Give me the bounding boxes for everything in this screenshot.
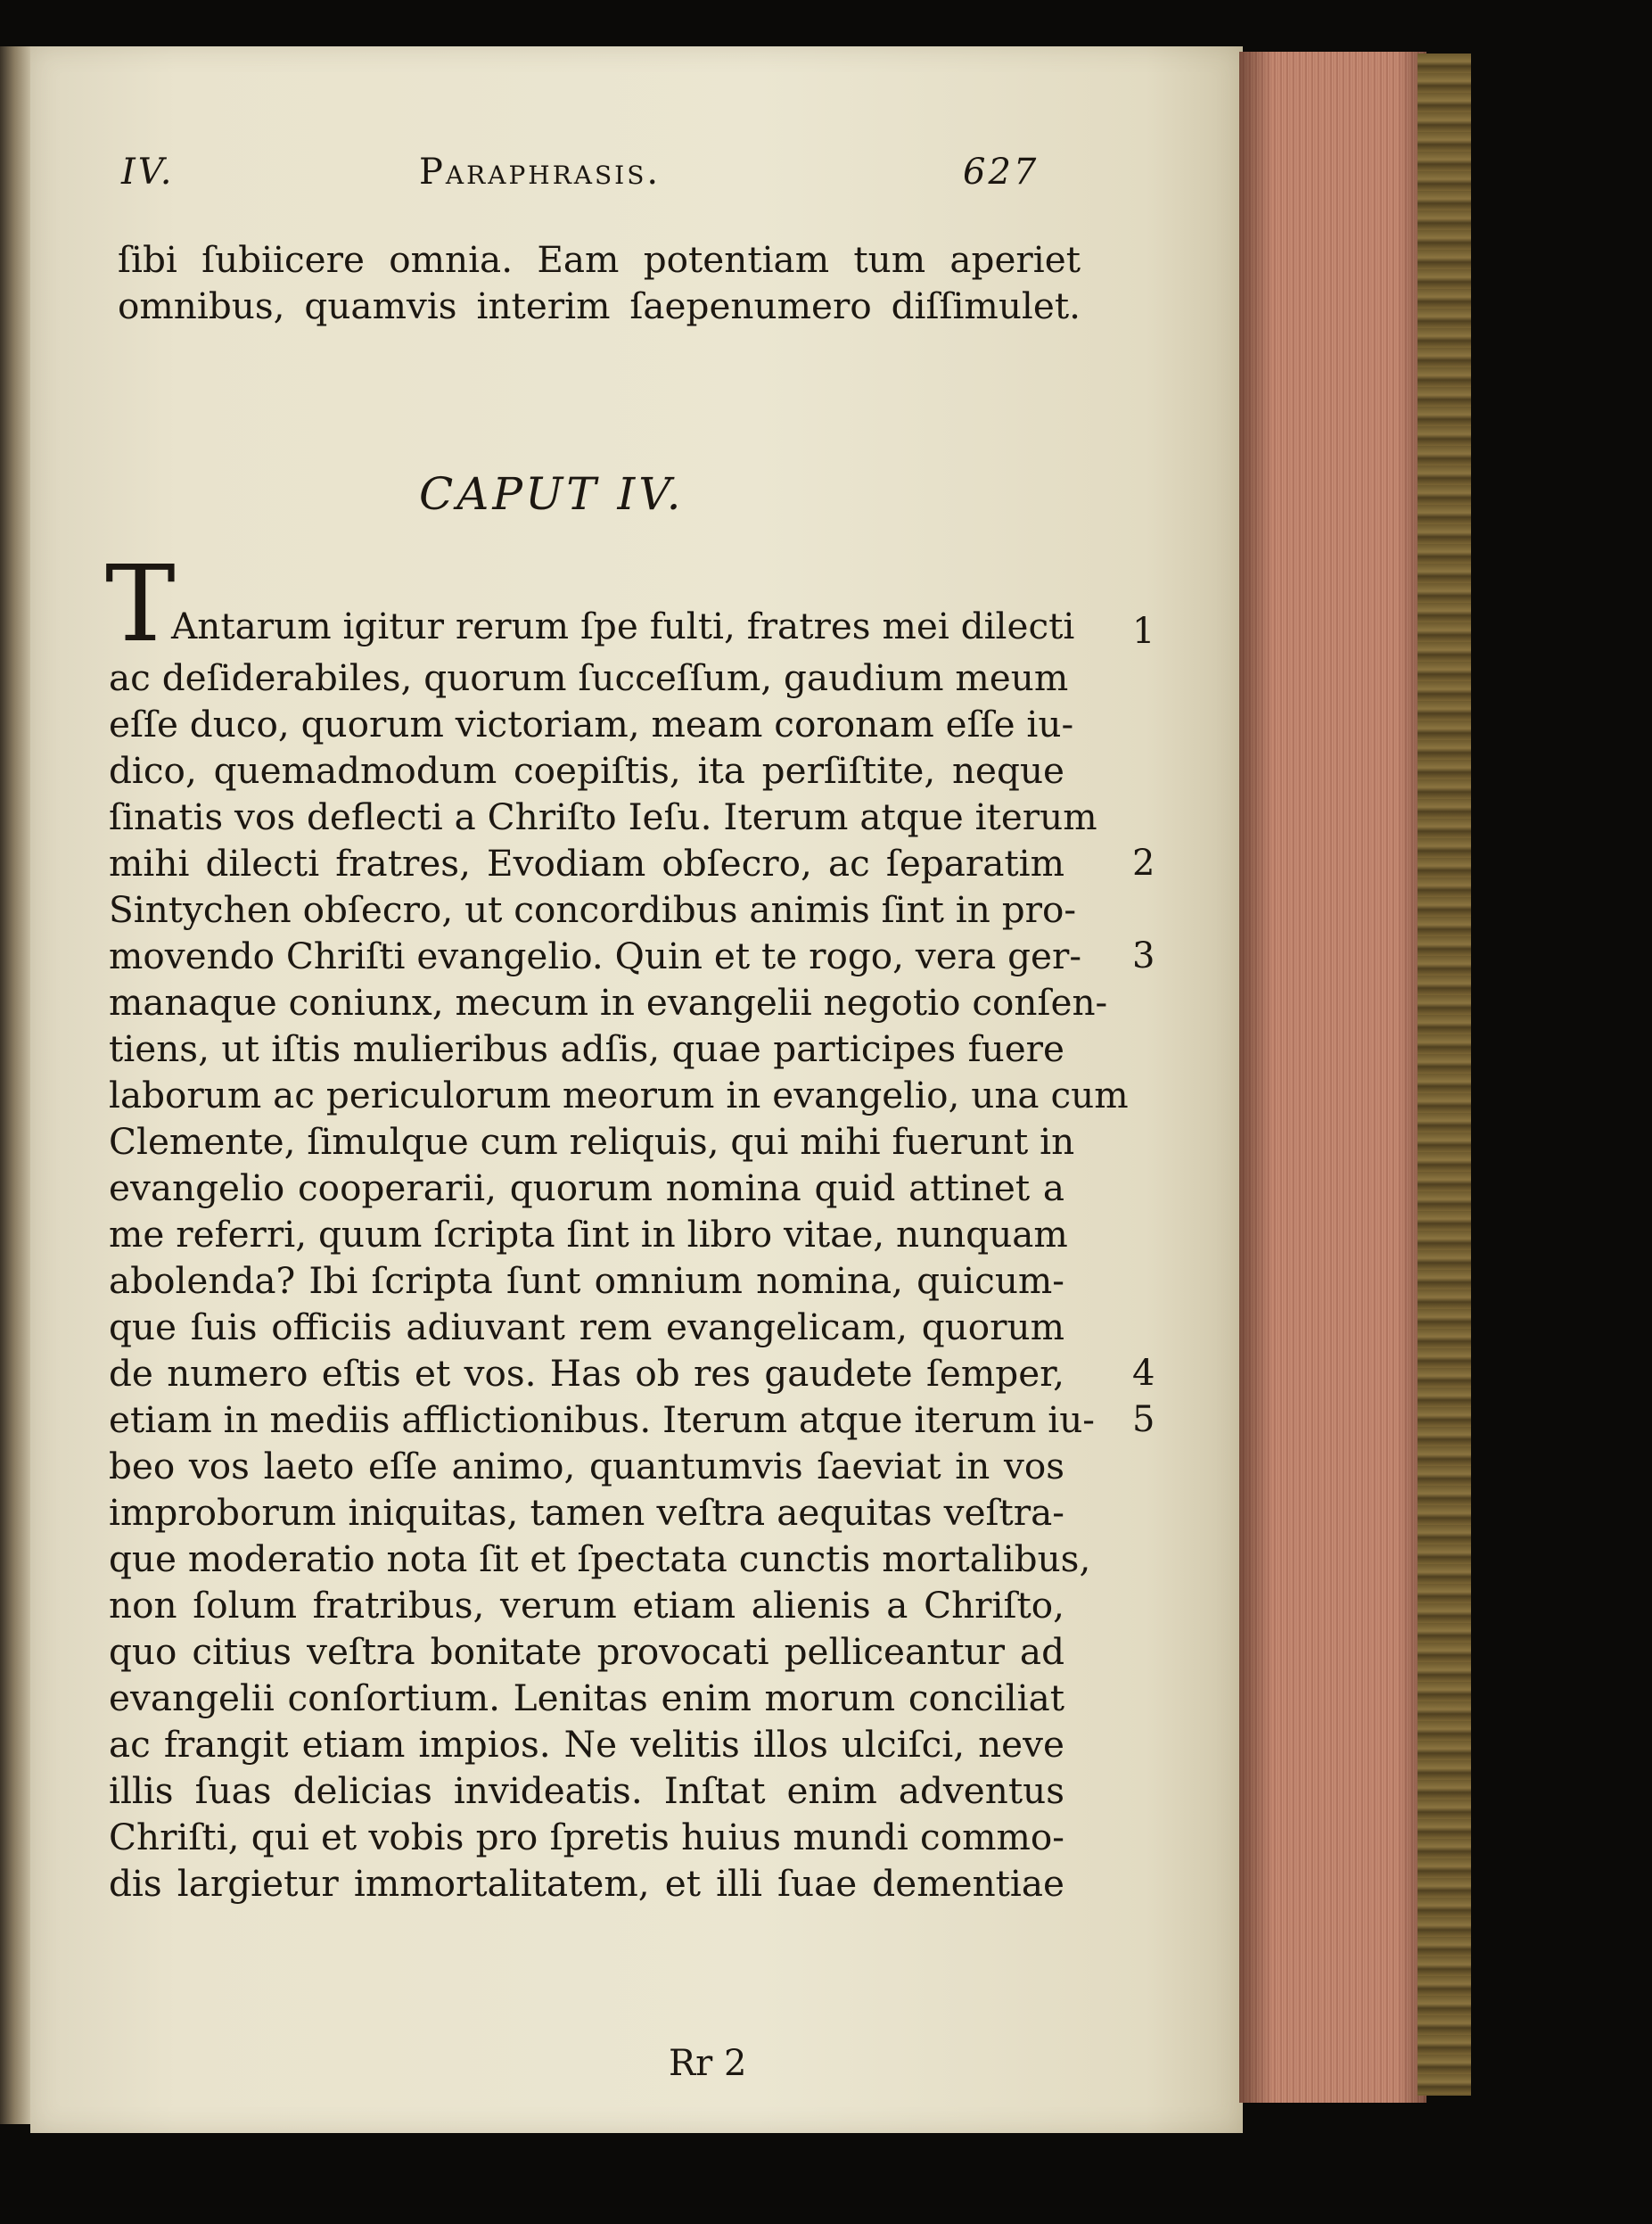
text-block	[89, 152, 1155, 2084]
body-line: que moderatio nota ſit et ſpectata cunctis mortalibus,	[109, 1537, 1091, 1580]
body-line: beo vos laeto eſſe animo, quantumvis ſaeviat in vos	[109, 1445, 1064, 1487]
body-line: evangelio cooperarii, quorum nomina quid attinet a	[109, 1166, 1064, 1209]
body-line: Antarum igitur rerum ſpe fulti, fratres mei dilecti	[171, 605, 1075, 647]
body-line: quo citius veſtra bonitate provocati pelliceantur ad	[109, 1630, 1064, 1673]
body-line: evangelii conſortium. Lenitas enim morum conciliat	[109, 1676, 1064, 1719]
running-head	[89, 152, 1141, 214]
verse-number: 2	[1132, 843, 1155, 884]
verse-number: 3	[1132, 935, 1155, 976]
body-line: dico, quemadmodum coepiſtis, ita perſiſtite, neque	[109, 749, 1064, 792]
body-line: que ſuis officiis adiuvant rem evangelicam, quorum	[109, 1306, 1064, 1348]
preamble-line: omnibus, quamvis interim ſaepenumero diſſimulet.	[118, 284, 1081, 327]
body-line: me referri, quum ſcripta ſint in libro vitae, nunquam	[109, 1213, 1068, 1256]
verse-number: 5	[1132, 1399, 1155, 1440]
body-line: Clemente, ſimulque cum reliquis, qui mihi fuerunt in	[109, 1120, 1075, 1163]
body-line: Sintychen obſecro, ut concordibus animis ſint in pro-	[109, 888, 1077, 931]
body-line: non ſolum fratribus, verum etiam alienis a Chriſto,	[109, 1584, 1064, 1627]
body-line: improborum iniquitas, tamen veſtra aequitas veſtra-	[109, 1491, 1064, 1534]
body-line: eſſe duco, quorum victoriam, meam coronam eſſe iu-	[109, 703, 1074, 745]
body-line: ac frangit etiam impios. Ne velitis illos ulciſci, neve	[109, 1723, 1064, 1766]
running-head-section: IV.	[121, 152, 175, 193]
chapter-title: CAPUT IV.	[419, 468, 685, 520]
body-line: Chriſti, qui et vobis pro ſpretis huius mundi commo-	[109, 1816, 1064, 1858]
body-line: mihi dilecti fratres, Evodiam obſecro, ac ſeparatim	[109, 842, 1064, 885]
body-line: manaque coniunx, mecum in evangelii negotio conſen-	[109, 981, 1108, 1024]
body-line: illis ſuas delicias invideatis. Inſtat enim adventus	[109, 1769, 1064, 1812]
body-line: ac deſiderabiles, quorum ſucceſſum, gaudium meum	[109, 656, 1069, 699]
body-line: etiam in mediis afflictionibus. Iterum atque iterum iu-	[109, 1398, 1095, 1441]
verse-number: 4	[1132, 1353, 1155, 1394]
drop-cap: T	[105, 542, 176, 665]
page-number: 627	[963, 152, 1040, 193]
catchword: Rr 2	[669, 2043, 747, 2084]
body-line: tiens, ut iſtis mulieribus adſis, quae participes fuere	[109, 1027, 1064, 1070]
body-line: ſinatis vos deflecti a Chriſto Ieſu. Iterum atque iterum	[109, 795, 1097, 838]
body-line: dis largietur immortalitatem, et illi ſuae dementiae	[109, 1862, 1064, 1905]
body-line: movendo Chriſti evangelio. Quin et te rogo, vera ger-	[109, 935, 1082, 977]
book-cover-edge	[1418, 54, 1471, 2096]
fore-edge	[1239, 52, 1426, 2103]
body-line: de numero eſtis et vos. Has ob res gaudete ſemper,	[109, 1352, 1064, 1395]
body-line: laborum ac periculorum meorum in evangelio, una cum	[109, 1074, 1129, 1116]
preamble-line: ſibi ſubiicere omnia. Eam potentiam tum aperiet	[118, 238, 1081, 281]
running-head-title: Paraphrasis.	[419, 152, 662, 193]
body-line: abolenda? Ibi ſcripta ſunt omnium nomina, quicum-	[109, 1259, 1064, 1302]
verse-number: 1	[1132, 611, 1155, 652]
